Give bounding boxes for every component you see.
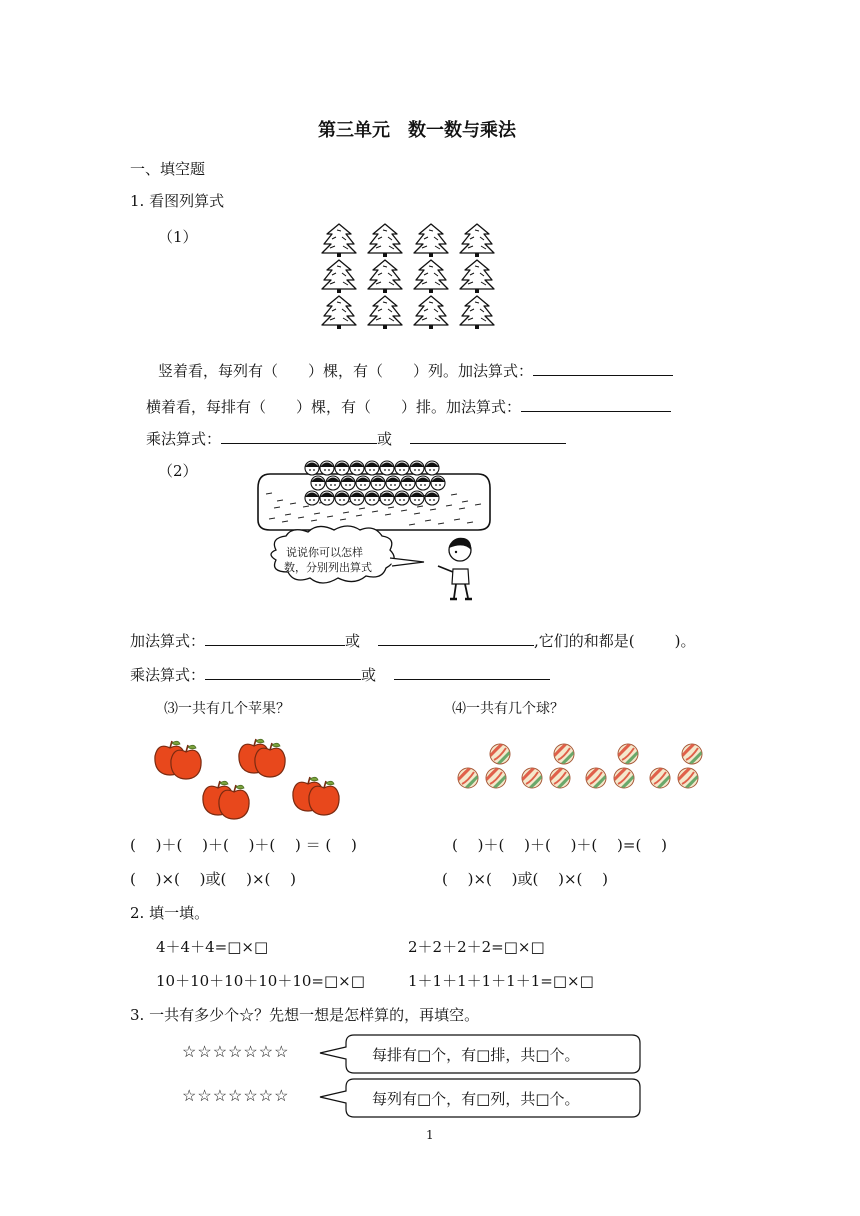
balls-illustration (454, 742, 700, 794)
ball-icon (586, 768, 606, 788)
child-head-icon (335, 461, 349, 475)
part-4-label: ⑷一共有几个球？ (452, 701, 564, 717)
child-head-icon (371, 476, 385, 490)
child-head-icon (335, 491, 349, 505)
child-head-icon (350, 491, 364, 505)
apples-addition-equation: ( )＋( )＋( )＋( ) ＝ ( ) (130, 836, 357, 854)
text: 乘法算式： (146, 430, 222, 448)
ball-icon (650, 768, 670, 788)
text: )。 (674, 632, 696, 650)
tree-icon (322, 296, 356, 329)
ball-icon (490, 744, 510, 764)
addition-line-2 (130, 630, 696, 651)
answer-blank[interactable] (205, 630, 345, 646)
text: ）排。加法算式： (401, 398, 522, 416)
child-head-icon (380, 491, 394, 505)
ball-icon (550, 768, 570, 788)
question-1-label: 1. 看图列算式 (130, 192, 225, 210)
fill-item: 10＋10＋10＋10＋10=□×□ (156, 972, 365, 990)
child-head-icon (386, 476, 400, 490)
child-head-icon (350, 461, 364, 475)
child-head-icon (425, 491, 439, 505)
ball-icon (486, 768, 506, 788)
child-head-icon (356, 476, 370, 490)
text: 竖着看，每列有（ (158, 362, 279, 380)
text: 加法算式： (130, 632, 206, 650)
answer-blank[interactable] (410, 428, 566, 444)
tree-icon (414, 224, 448, 257)
horizontal-count-line (146, 396, 671, 417)
child-head-icon (380, 461, 394, 475)
boy-icon (438, 538, 472, 599)
child-head-icon (365, 491, 379, 505)
fill-item: 2＋2＋2＋2=□×□ (408, 938, 545, 956)
speech-line: 数，分别列出算式 (284, 561, 372, 574)
text: ）棵，有（ (296, 398, 372, 416)
star-row: ☆☆☆☆☆☆☆ (182, 1086, 290, 1105)
answer-blank[interactable] (394, 664, 550, 680)
child-head-icon (365, 461, 379, 475)
part-1-label: （1） (158, 228, 198, 246)
part-3-label: ⑶一共有几个苹果？ (164, 701, 290, 717)
answer-blank[interactable] (521, 396, 671, 412)
child-head-icon (410, 491, 424, 505)
child-head-icon (311, 476, 325, 490)
child-head-icon (395, 491, 409, 505)
text: ）列。加法算式： (413, 362, 534, 380)
question-2-label: 2. 填一填。 (130, 904, 210, 922)
text: 或 (361, 666, 377, 684)
bubble-2-text: 每列有□个，有□列，共□个。 (372, 1090, 580, 1108)
child-head-icon (320, 491, 334, 505)
speech-line: 说说你可以怎样 (286, 546, 363, 559)
tree-icon (368, 296, 402, 329)
child-head-icon (305, 491, 319, 505)
tree-icon (322, 224, 356, 257)
multiplication-line-1 (146, 428, 566, 449)
ball-icon (682, 744, 702, 764)
text: ,它们的和都是( (534, 632, 635, 650)
answer-blank[interactable] (221, 428, 377, 444)
tree-icon (460, 296, 494, 329)
question-3-label: 3. 一共有多少个☆？先想一想是怎样算的，再填空。 (130, 1006, 480, 1024)
apples-multiplication-equation: ( )×( )或( )×( ) (130, 870, 297, 888)
multiplication-line-2 (130, 664, 550, 685)
answer-blank[interactable] (205, 664, 361, 680)
answer-blank[interactable] (378, 630, 534, 646)
tree-icon (368, 224, 402, 257)
tree-icon (414, 296, 448, 329)
child-head-icon (305, 461, 319, 475)
balls-addition-equation: ( )＋( )＋( )＋( )=( ) (452, 836, 667, 854)
child-head-icon (395, 461, 409, 475)
ball-icon (458, 768, 478, 788)
part-2-label: （2） (158, 462, 198, 480)
section-heading: 一、填空题 (130, 160, 206, 178)
balls-multiplication-equation: ( )×( )或( )×( ) (442, 870, 609, 888)
ball-icon (678, 768, 698, 788)
tree-icon (460, 224, 494, 257)
ball-icon (522, 768, 542, 788)
children-illustration (256, 458, 492, 604)
child-head-icon (425, 461, 439, 475)
ball-icon (614, 768, 634, 788)
child-head-icon (326, 476, 340, 490)
child-head-icon (416, 476, 430, 490)
child-head-icon (410, 461, 424, 475)
tree-icon (322, 260, 356, 293)
child-head-icon (341, 476, 355, 490)
answer-blank[interactable] (533, 360, 673, 376)
trees-illustration (318, 222, 498, 334)
page-number: 1 (426, 1128, 434, 1142)
child-head-icon (320, 461, 334, 475)
vertical-count-line (158, 360, 673, 381)
child-head-icon (431, 476, 445, 490)
fill-item: 1＋1＋1＋1＋1＋1=□×□ (408, 972, 594, 990)
text: 或 (345, 632, 361, 650)
page-title: 第三单元 数一数与乘法 (318, 120, 516, 141)
ball-icon (554, 744, 574, 764)
text: 或 (377, 430, 393, 448)
fill-item: 4＋4＋4=□×□ (156, 938, 269, 956)
tree-icon (460, 260, 494, 293)
text: ）棵，有（ (308, 362, 384, 380)
star-row: ☆☆☆☆☆☆☆ (182, 1042, 290, 1061)
tree-icon (414, 260, 448, 293)
text: 乘法算式： (130, 666, 206, 684)
ball-icon (618, 744, 638, 764)
tree-icon (368, 260, 402, 293)
text: 横着看，每排有（ (146, 398, 267, 416)
bubble-1-text: 每排有□个，有□排，共□个。 (372, 1046, 580, 1064)
child-head-icon (401, 476, 415, 490)
apples-illustration (150, 734, 350, 820)
